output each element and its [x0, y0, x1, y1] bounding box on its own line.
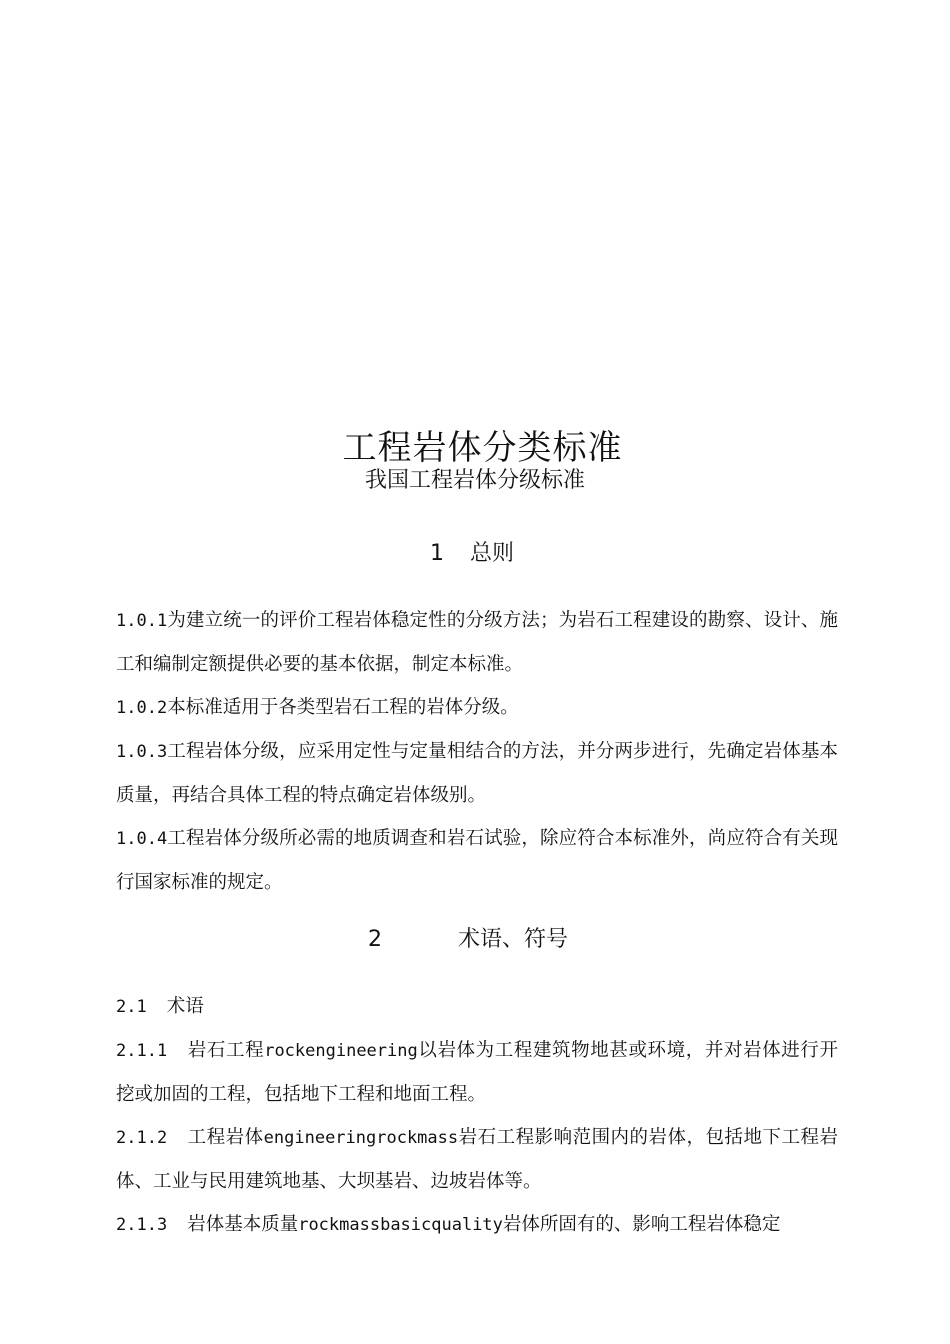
clause-number: 2.1.3: [116, 1215, 168, 1235]
section-number: 1: [430, 541, 444, 566]
section-body: [116, 985, 838, 1247]
term-english: engineeringrockmass: [263, 1128, 459, 1148]
section-number: 2: [368, 927, 382, 952]
clause-number: 1.0.2: [116, 698, 168, 718]
clause-paragraph: [116, 1116, 838, 1203]
document-title: 工程岩体分类标准: [342, 428, 623, 468]
clause-text: 岩体所固有的、影响工程岩体稳定: [502, 1214, 781, 1235]
clause-number: 2.1.2: [116, 1128, 168, 1148]
clause-paragraph: [116, 686, 838, 730]
term-chinese: 工程岩体: [187, 1127, 264, 1148]
clause-number: 1.0.3: [116, 742, 168, 762]
subsection-title: 术语: [166, 996, 204, 1017]
clause-text: 工程岩体分级，应采用定性与定量相结合的方法，并分两步进行，先确定岩体基本质量，再结合具体工程的特点确定岩体级别。: [116, 741, 838, 806]
clause-number: 1.0.1: [116, 611, 168, 631]
clause-paragraph: [116, 599, 838, 686]
clause-number: 1.0.4: [116, 829, 168, 849]
term-english: rockmassbasicquality: [298, 1215, 503, 1235]
clause-text: 岩石工程影响范围内的岩体，包括地下工程岩体、工业与民用建筑地基、大坝基岩、边坡岩体等。: [116, 1127, 838, 1192]
clause-paragraph: [116, 730, 838, 817]
term-english: rockengineering: [264, 1041, 418, 1061]
clause-paragraph: [116, 817, 838, 904]
clause-number: 2.1.1: [116, 1041, 168, 1061]
clause-paragraph: [116, 1203, 838, 1247]
term-chinese: 岩石工程: [187, 1040, 265, 1061]
section-title: 总则: [470, 541, 515, 566]
clause-text: 本标准适用于各类型岩石工程的岩体分级。: [167, 697, 519, 718]
document-subtitle: 我国工程岩体分级标准: [364, 468, 585, 493]
clause-text: 工程岩体分级所必需的地质调查和岩石试验，除应符合本标准外，尚应符合有关现行国家标准的规定。: [116, 828, 838, 893]
clause-text: 为建立统一的评价工程岩体稳定性的分级方法；为岩石工程建设的勘察、设计、施工和编制定额提供必要的基本依据，制定本标准。: [116, 610, 838, 675]
clause-text: 以岩体为工程建筑物地甚或环境，并对岩体进行开挖或加固的工程，包括地下工程和地面工程。: [116, 1040, 838, 1105]
section-body: [116, 599, 838, 904]
clause-paragraph: [116, 1029, 838, 1116]
term-chinese: 岩体基本质量: [187, 1214, 299, 1235]
subsection-heading: [116, 985, 838, 1029]
section-title: 术语、符号: [458, 927, 569, 952]
subsection-number: 2.1: [116, 997, 147, 1017]
